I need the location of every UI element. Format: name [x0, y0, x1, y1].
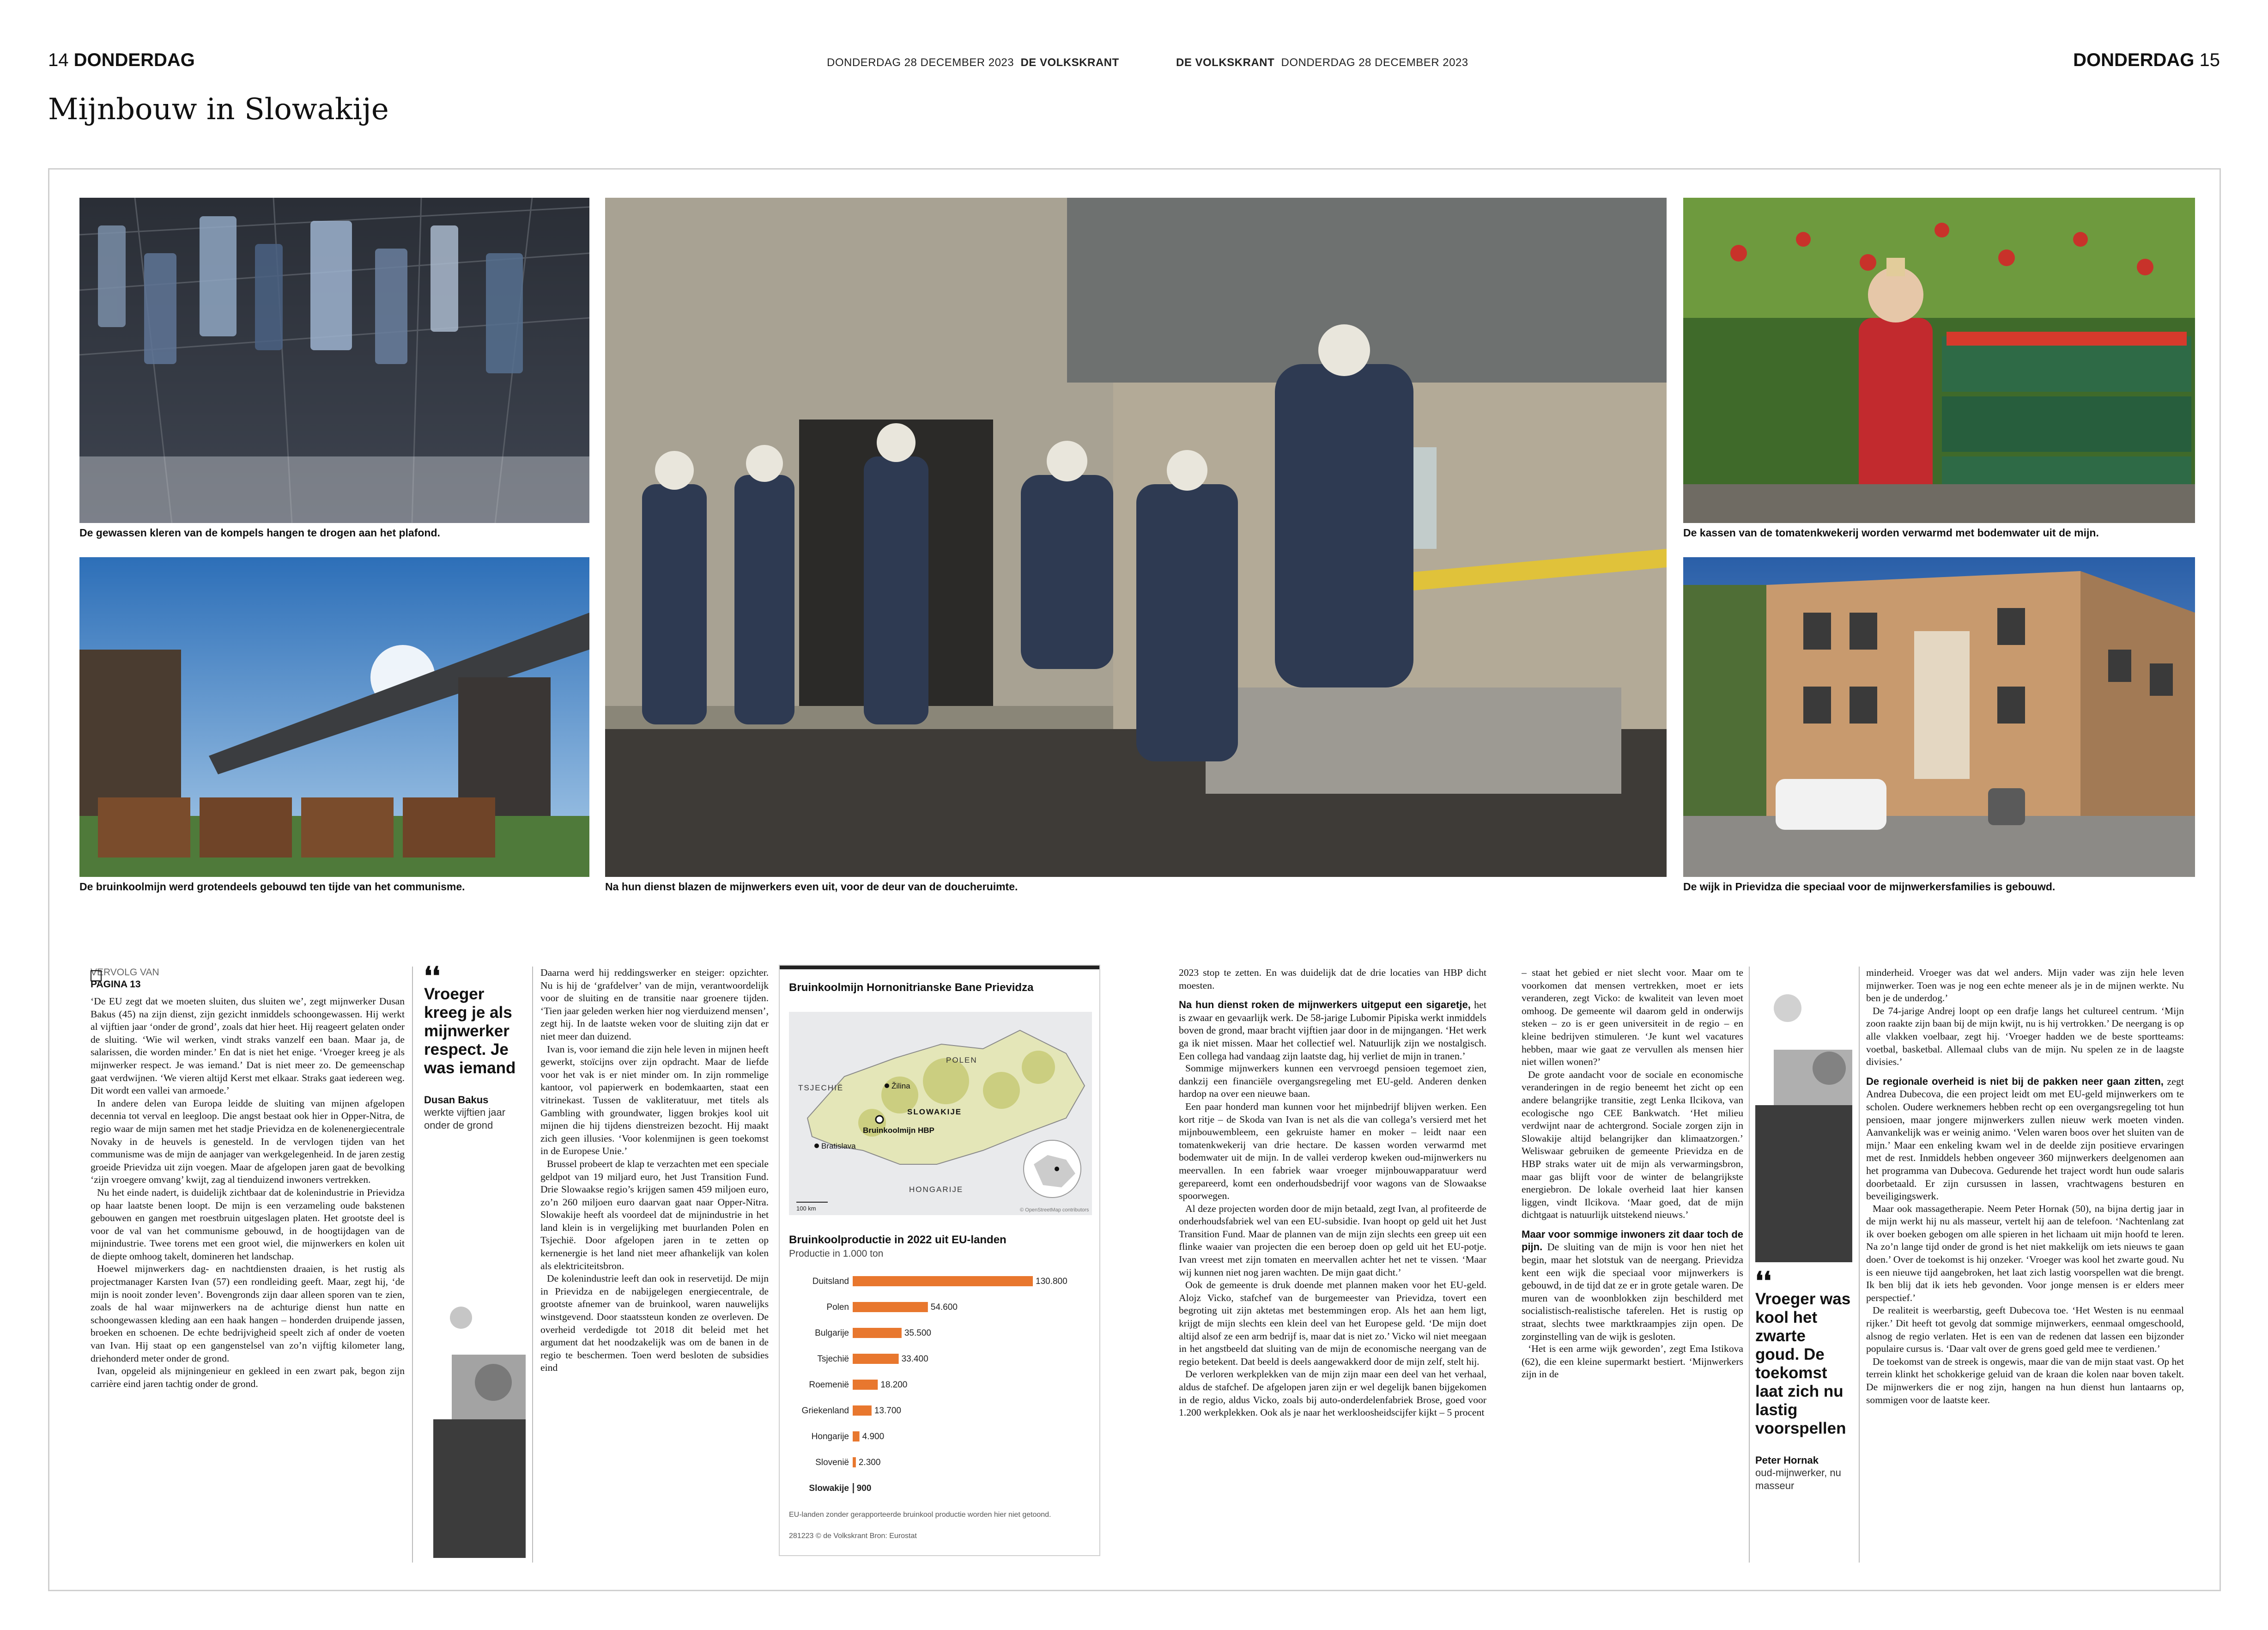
bar: [853, 1483, 854, 1493]
paragraph: Sommige mijnwerkers kunnen een vervroegd pensioen tegemoet zien, dankzij een financiële overgangsregeling met EU-geld. Anderen denken hardop na over een nieuwe baan.: [1179, 1063, 1486, 1100]
district-image: [1683, 557, 2195, 877]
right-date: DONDERDAG 28 DECEMBER 2023: [1281, 56, 1468, 69]
bar: [853, 1380, 878, 1390]
bar-value-label: 33.400: [901, 1354, 928, 1364]
right-paper-name: DE VOLKSKRANT: [1176, 56, 1275, 69]
article-column-1: [91, 967, 405, 1563]
photo-miners-break: [605, 198, 1667, 877]
section-title: Mijnbouw in Slowakije: [48, 92, 389, 127]
bar: [853, 1457, 856, 1467]
left-dateline: [827, 56, 1119, 69]
bar-category-label: Polen: [826, 1302, 849, 1312]
bar-value-label: 900: [856, 1484, 872, 1493]
column-divider: [1749, 967, 1750, 1563]
pull-quote-name: Peter Hornak: [1755, 1454, 1819, 1466]
article-column-2: [540, 967, 769, 1563]
infographic-top-rule: [780, 966, 1099, 969]
locator-marker: [1055, 1167, 1059, 1171]
pull-quote-text: Vroeger was kool het zwarte goud. De toekomst laat zich nu lastig voorspellen: [1755, 1290, 1851, 1437]
caption-clothes-hall: De gewassen kleren van de kompels hangen te drogen aan het plafond.: [79, 527, 440, 539]
paragraph: De realiteit is weerbarstig, geeft Dubecova toe. ‘Het Westen is nu eenmaal rijker.’ Dit heeft tot gevolg dat sommige mijnwerkers, eenmaal omgeschoold, alsnog de regio verlaten. Het is een van de redenen dat lassen een bijzonder populaire cursus is. ‘Daar valt over de grens goed geld mee te verdienen.’: [1866, 1305, 2184, 1355]
paragraph: Brussel probeert de klap te verzachten met een speciale geldpot van 19 miljard euro, het Just Transition Fund. Drie Slowaakse regio’s krijgen samen 459 miljoen euro, zo’n 260 miljoen euro daarvan gaat naar Opper-Nitra. Slowakije heeft als voordeel dat de mijnindustrie in het land klein is in vergelijking met buurlanden Polen en Tsjechië. Door afgelopen jaren in te zetten op kernenergie is het land niet meer afhankelijk van kolen als elektriciteitsbron.: [540, 1158, 769, 1271]
bar-value-label: 35.500: [904, 1328, 931, 1338]
map-label-mine: Bruinkoolmijn HBP: [863, 1126, 934, 1135]
map-label-hungary: HONGARIJE: [909, 1185, 964, 1194]
clothes-hall-image: [79, 198, 589, 523]
bar-category-label: Slowakije: [809, 1484, 849, 1493]
photo-clothes-hall: [79, 198, 589, 523]
map-scale-label: 100 km: [796, 1205, 816, 1212]
bar-category-label: Tsjechië: [817, 1354, 849, 1364]
article-column-3: [1179, 967, 1486, 1563]
subheading-paragraph: [1522, 1228, 1743, 1343]
bar-category-label: Slovenië: [815, 1458, 849, 1467]
greenhouse-image: [1683, 198, 2195, 523]
paragraph: ‘Het is een arme wijk geworden’, zegt Ema Istikova (62), die een kleine supermarkt bestiert. ‘Mijnwerkers zijn in de: [1522, 1343, 1743, 1380]
paragraph: Ook de gemeente is druk doende met plannen maken voor het EU-geld. Alojz Vicko, stafchef van de burgemeester van Prievidza, tovert een begroting uit zijn aktetas met bestemmingen erop. Als het aan hem ligt, krijgt de mijn slechts een klein deel van het Europese geld. ‘De mijn doet altijd alsof ze een arm bedrijf is, maar dat is niet zo.’ Vicko wil niet meegaan in het angstbeeld dat sluiting van de mijn de economische neergang van de regio betekent. Dat beeld is deels aangewakkerd door de mijn zelf, stelt hij.: [1179, 1279, 1486, 1367]
left-day: DONDERDAG: [73, 50, 195, 70]
paragraph: Nu het einde nadert, is duidelijk zichtbaar dat de kolenindustrie in Prievidza op haar laatste benen loopt. De mijn is een verzameling oude bakstenen gebouwen en gangen met roestbruin uitgeslagen platen. Het grootste deel is voor de val van het communisme gebouwd, in de hoogtijdagen van de mijnindustrie. Twee torens met een groot wiel, die mijnwerkers en kolen uit de diepte omhoog takelt, domineren het landschap.: [91, 1186, 405, 1262]
photo-district: [1683, 557, 2195, 877]
left-page-number: 14: [48, 50, 69, 70]
caption-greenhouse: De kassen van de tomatenkwekerij worden verwarmd met bodemwater uit de mijn.: [1683, 527, 2099, 539]
subheading-paragraph: [1866, 1075, 2184, 1203]
quote-mark-icon: ❛❛: [1755, 1266, 1771, 1295]
bar-value-label: 54.600: [930, 1302, 958, 1312]
map-credit: © OpenStreetMap contributors: [1020, 1207, 1089, 1213]
bar-value-label: 13.700: [874, 1406, 901, 1416]
photo-greenhouse: [1683, 198, 2195, 523]
chart-note: EU-landen zonder gerapporteerde bruinkool productie worden hier niet getoond.: [789, 1511, 1051, 1519]
bar: [853, 1405, 872, 1416]
paragraph: ‘De EU zegt dat we moeten sluiten, dus sluiten we’, zegt mijnwerker Dusan Bakus (45) na zijn dienst, zijn gezicht inmiddels schoongewassen. Hij werkt al vijftien jaar ‘onder de grond’, zoals dat hier heet. Hij reageert gelaten onder de sluiting. ‘Wie wil werken, vindt straks vanzelf een baan. Maar ja, de salarissen, die worden minder.’ En dat is niet het enige. ‘Vroeger kreeg je als mijnwerker respect. Je was iemand.’ Dat is niet meer zo. De gemeenschap gaat verdwijnen. ‘We vieren altijd Kerst met elkaar. Straks gaat iedereen weg. Dit wordt een vallei van armoede.’: [91, 996, 405, 1096]
subheading: Na hun dienst roken de mijnwerkers uitgeput een sigaretje,: [1179, 999, 1471, 1011]
caption-district: De wijk in Prievidza die speciaal voor de mijnwerkersfamilies is gebouwd.: [1683, 881, 2056, 893]
charcoal-texture-image: [424, 1262, 526, 1558]
bar: [853, 1302, 928, 1312]
bar-category-label: Duitsland: [812, 1277, 849, 1286]
left-date: DONDERDAG 28 DECEMBER 2023: [827, 56, 1014, 69]
bar-value-label: 130.800: [1036, 1277, 1067, 1286]
slovakia-map: [789, 1012, 1092, 1215]
pull-quote-role: werkte vijftien jaar onder de grond: [424, 1107, 506, 1131]
column-divider: [1859, 967, 1860, 1563]
continued-arrow-icon: [91, 970, 102, 981]
article-column-4: [1522, 967, 1743, 1563]
paragraph: Hoewel mijnwerkers dag- en nachtdiensten draaien, is het rustig als projectmanager Karsten Ivan (57) een rondleiding geeft. Maar, zegt hij, ‘de mijn is nooit zonder leven’. Bovengronds zijn daar alleen sporen van te zien, zoals de hal waar mijnwerkers na de achturige dienst hun natte en schoongewassen kleding aan een haak hangen – honderden druipende jassen, broeken en schoenen. De echte bedrijvigheid speelt zich af onder de voeten van Ivan. Hij staat op een gangenstelsel van zo’n vijftig kilometer lang, driehonderd meter onder de grond.: [91, 1263, 405, 1364]
right-day: DONDERDAG: [2073, 50, 2195, 70]
mine-exterior-image: [79, 557, 589, 877]
paragraph: Maar ook massagetherapie. Neem Peter Hornak (50), na bijna dertig jaar in de mijn werkt hij nu als masseur, vertelt hij aan de telefoon. ‘Nachtenlang zat ik over boeken gebogen om alle spieren in het lichaam uit mijn hoofd te leren. Na zo’n lange tijd onder de grond is het niet makkelijk om iets nieuws te gaan doen.’ Over de toekomst is hij onzeker. ‘Vroeger was kool het zwarte goud. Nu is een nieuwe tijd aangebroken, het laat zich lastig voorspellen wat die brengt. Ik ben blij dat ik iets heb gevonden. Voor jonge mensen is er elders meer perspectief.’: [1866, 1203, 2184, 1303]
map-label-zilina: Žilina: [891, 1082, 910, 1090]
map-panel: [789, 1012, 1092, 1215]
map-label-slovakia: SLOWAKIJE: [907, 1107, 962, 1116]
bar: [853, 1431, 860, 1441]
bar: [853, 1276, 1033, 1286]
paragraph: 2023 stop te zetten. En was duidelijk dat de drie locaties van HBP dicht moesten.: [1179, 967, 1486, 991]
caption-mine-exterior: De bruinkoolmijn werd grotendeels gebouwd ten tijde van het communisme.: [79, 881, 465, 893]
bar-value-label: 4.900: [862, 1432, 885, 1441]
map-label-czechia: TSJECHIË: [798, 1083, 844, 1092]
pull-quote-role: oud-mijnwerker, nu masseur: [1755, 1467, 1841, 1491]
subheading: Maar voor sommige inwoners zit daar toch de pijn.: [1522, 1228, 1743, 1253]
infographic-box: [779, 965, 1100, 1556]
paragraph: Al deze projecten worden door de mijn betaald, zegt Ivan, al profiteerde de onderhoudsfabriek wel van een EU-subsidie. Ivan hoopt op geld uit het Just Transition Fund. Maar de plannen van de mijn zijn slechts een greep uit een flinke waaier van projecten die een beroep doen op geld uit het EU-potje. Ivan vreest met zijn tomaten en meervallen achter het net te vissen. ‘Maar wij kunnen niet nog jaren wachten. De mijn gaat dicht.’: [1179, 1203, 1486, 1278]
map-label-poland: POLEN: [946, 1056, 977, 1064]
bar-value-label: 18.200: [880, 1380, 908, 1390]
miners-break-image: [605, 198, 1667, 877]
paragraph: De 74-jarige Andrej loopt op een drafje langs het cultureel centrum. ‘Mijn zoon raakte zijn baan bij de mijn kwijt, nu is hij vertrokken.’ De neergang is op alle vlakken voelbaar, zegt hij. ‘Vroeger hadden we de beste sportteams: voetbal, basketbal. Allemaal clubs van de mijn. Nu spelen ze in de laagste divisies.’: [1866, 1005, 2184, 1068]
paragraph: Ivan, opgeleid als mijningenieur en gekleed in een zwart pak, begon zijn carrière eind jaren tachtig onder de grond.: [91, 1365, 405, 1389]
map-title: Bruinkoolmijn Hornonitrianske Bane Prievidza: [789, 981, 1034, 994]
continued-page-link[interactable]: PAGINA 13: [91, 979, 141, 990]
pull-quote-2: [1755, 967, 1852, 1563]
paragraph: De kolenindustrie leeft dan ook in reservetijd. De mijn in Prievidza en de nabijgelegen energiecentrale, de grootste afnemer van de bruinkool, waren nauwelijks winstgevend. Door staatssteun konden ze overleven. De overheid verdedigde tot 2018 dit beleid met het argument dat het noodzakelijk was om de banen in de regio te beschermen. Toen werd besloten de subsidies eind: [540, 1273, 769, 1374]
bratislava-marker: [814, 1143, 819, 1148]
paragraph: De grote aandacht voor de sociale en economische veranderingen in de regio beneemt het zicht op een andere belangrijke transitie, zegt Lenka Ilcikova, van ecologische ngo CEE Bankwatch. ‘Het milieu verdwijnt naar de achtergrond. Sociale zorgen zijn in Slowakije altijd belangrijker dan klimaatzorgen.’ Weliswaar gebruiken de gemeente Prievidza en de HBP straks water uit de mijn als verwarmingsbron, maar gas blijft voor de winter de belangrijkste energiebron. De lokale overheid laat hier kansen liggen, vindt Ilcikova. ‘Maar goed, dat de mijn dichtgaat is natuurlijk uitstekend nieuws.’: [1522, 1069, 1743, 1221]
paragraph: Een paar honderd man kunnen voor het mijnbedrijf blijven werken. Een kort ritje – de Skoda van Ivan is net als die van collega’s versierd met het mijnbouwembleem, een gekruiste hamer en moker – leidt naar een tomatenkwekerij van drie hectare. De kassen worden verwarmd met bodemwater uit de mijn. In de vallei verderop kweken oud-mijnwerkers nu meervallen. In een fabriek waar vroeger mijnbouwapparatuur werd gerepareerd, komt een onderhoudsbedrijf voor wagons van de Slowaakse spoorwegen.: [1179, 1101, 1486, 1202]
paragraph: Daarna werd hij reddingswerker en steiger: opzichter. Nu is hij de ‘grafdelver’ van de mijn, verantwoordelijk voor de sluiting en de transitie naar groenere tijden. ‘Tien jaar geleden werken hier nog vierduizend mensen’, zegt hij. In de laatste weken voor de sluiting zijn dat er niet meer dan duizend.: [540, 967, 769, 1042]
pull-quote-text: Vroeger kreeg je als mijnwerker respect. Je was iemand: [424, 985, 516, 1077]
bar-value-label: 2.300: [858, 1458, 881, 1467]
article-column-5: [1866, 967, 2184, 1563]
pull-quote-1: [424, 961, 526, 1563]
bar: [853, 1328, 902, 1338]
paragraph: Ivan is, voor iemand die zijn hele leven in mijnen heeft gewerkt, stoïcijns over zijn opdracht. Maar de liefde voor het vak is er niet minder om. In zijn rommelige kantoor, vol papierwerk en bodemkaarten, staat een vitrinekast. Tussen de vakliteratuur, met titels als Gambling with groundwater, liggen brokjes kool uit mijnen die hij tijdens dienstreizen bezocht. Hij maakt zich geen illusies. ‘Voor kolenmijnen is geen toekomst in de Europese Unie.’: [540, 1043, 769, 1157]
bar: [853, 1354, 899, 1364]
continued-label: VERVOLG VAN: [91, 967, 159, 978]
bar-category-label: Hongarije: [811, 1432, 849, 1441]
map-label-bratislava: Bratislava: [821, 1142, 856, 1150]
caption-miners-break: Na hun dienst blazen de mijnwerkers even uit, voor de deur van de doucheruimte.: [605, 881, 1018, 893]
bar-category-label: Roemenië: [809, 1380, 849, 1390]
paragraph: minderheid. Vroeger was dat wel anders. Mijn vader was zijn hele leven mijnwerker. Toen was je nog een echte meneer als je in de mijnen werkte. Nu ben je de underdog.’: [1866, 967, 2184, 1004]
paragraph: De verloren werkplekken van de mijn zijn maar een deel van het verhaal, aldus de stafchef. De afgelopen jaren zijn er wel degelijk banen bijgekomen in de regio, aldus Vicko, zoals bij auto-onderdelenfabriek Brose, goed voor 1.200 werkplekken. Ook als je naar het werkloosheidscijfer kijkt – 5 procent: [1179, 1368, 1486, 1418]
bar-category-label: Griekenland: [801, 1406, 849, 1416]
zilina-marker: [885, 1083, 889, 1088]
subheading: De regionale overheid is niet bij de pakken neer gaan zitten,: [1866, 1075, 2164, 1087]
bar-category-label: Bulgarije: [815, 1328, 849, 1338]
paragraph: De toekomst van de streek is ongewis, maar die van de mijn staat vast. Op het terrein klinkt het schokkerige geluid van de kraan die kolen naar boven takelt. De mijnwerkers die er nog zijn, hangen na hun dienst hun lantaarns op, sommigen voor de laatste keer.: [1866, 1356, 2184, 1405]
chart-subtitle: Productie in 1.000 ton: [789, 1248, 884, 1259]
subheading-paragraph: [1179, 998, 1486, 1062]
pull-quote-name: Dusan Bakus: [424, 1094, 489, 1106]
left-paper-name: DE VOLKSKRANT: [1020, 56, 1119, 69]
charcoal-texture-image: [1755, 967, 1852, 1262]
paragraph: – staat het gebied er niet slecht voor. Maar om te voorkomen dat mensen vertrekken, moet er iets veranderen, zegt Vicko: de kwaliteit van leven moet omhoog. De gemeente wil daarom geld in onderwijs steken – zo is er geen universiteit in de regio – en kleine bedrijven stimuleren. ‘Je kunt wel vacatures hebben, maar wie gaat ze vervullen als mensen hier niet willen wonen?’: [1522, 967, 1743, 1068]
photo-mine-exterior: [79, 557, 589, 877]
paragraph: In andere delen van Europa leidde de sluiting van mijnen afgelopen decennia tot verval en leegloop. Die angst bestaat ook hier in Opper-Nitra, de regio waar de mijn samen met het stadje Prievidza en de kolenenergiecentrale Novaky in de heuvels is genesteld. In de vervlogen tijden van het communisme was de mijn de aanjager van werkgelegenheid. In de jaren zestig groeide Prievidza uit zijn voegen. Maar de afgelopen jaren gaat de bevolking ‘zijn vroegere omvang’ kwijt, zag al tienduizend inwoners vertrekken.: [91, 1097, 405, 1186]
chart-source: 281223 © de Volkskrant Bron: Eurostat: [789, 1532, 917, 1540]
right-page-folio: [2073, 50, 2220, 71]
quote-mark-icon: ❛❛: [424, 961, 440, 991]
mine-marker: [876, 1116, 883, 1123]
right-dateline: [1176, 56, 1468, 69]
subheading-rest: zegt Andrea Dubecova, die een project leidt om met EU-geld mijnwerkers om te scholen. Oudere werknemers hebben recht op een overgangsregeling tot hun pensioen, maar jongere mijnwerkers zullen nieuw werk moeten vinden. Aanvankelijk was er weinig animo. ‘Velen waren boos over het sluiten van de mijn.’ Maar een enkeling kwam wel in de deelde zijn positieve ervaringen met de rest. Inmiddels hebben ongeveer 360 mijnwerkers deelgenomen aan het programma van Dubecova. Gedurende het traject wordt hun oude salaris doorbetaald. Er zijn cursussen in lassen, vrachtwagens besturen en beveiligingswerk.: [1866, 1075, 2184, 1202]
continued-from: [91, 967, 405, 991]
subheading-rest: De sluiting van de mijn is voor hen niet het begin, maar het slotstuk van de neergang. Prievidza kent een wijk die speciaal voor mijnwerkers is gebouwd, in de tijd dat ze er in grote getale waren. De muren van de woonblokken zijn beschilderd met socialistisch-realistische taferelen. Het is rustig op straat, slechts twee marktkraampjes zijn open. De zorginstelling van de wijk is gesloten.: [1522, 1241, 1743, 1342]
left-page-folio: [48, 50, 195, 71]
subheading-rest: het is zwaar en gevaarlijk werk. De 58-jarige Lubomir Pipiska werkt inmiddels boven de grond, maar bracht vijftien jaar door in de mijngangen. ‘Het werk ga ik niet missen. Maar het collectief wel. Natuurlijk zijn we nostalgisch. Een collega had vandaag zijn laatste dag, hij verliet de mijn in tranen.’: [1179, 999, 1486, 1062]
chart-title: Bruinkoolproductie in 2022 uit EU-landen: [789, 1234, 1007, 1246]
column-divider: [412, 967, 413, 1563]
bar-chart: [780, 1271, 1099, 1515]
right-page-number: 15: [2199, 50, 2220, 70]
column-divider: [532, 967, 533, 1563]
